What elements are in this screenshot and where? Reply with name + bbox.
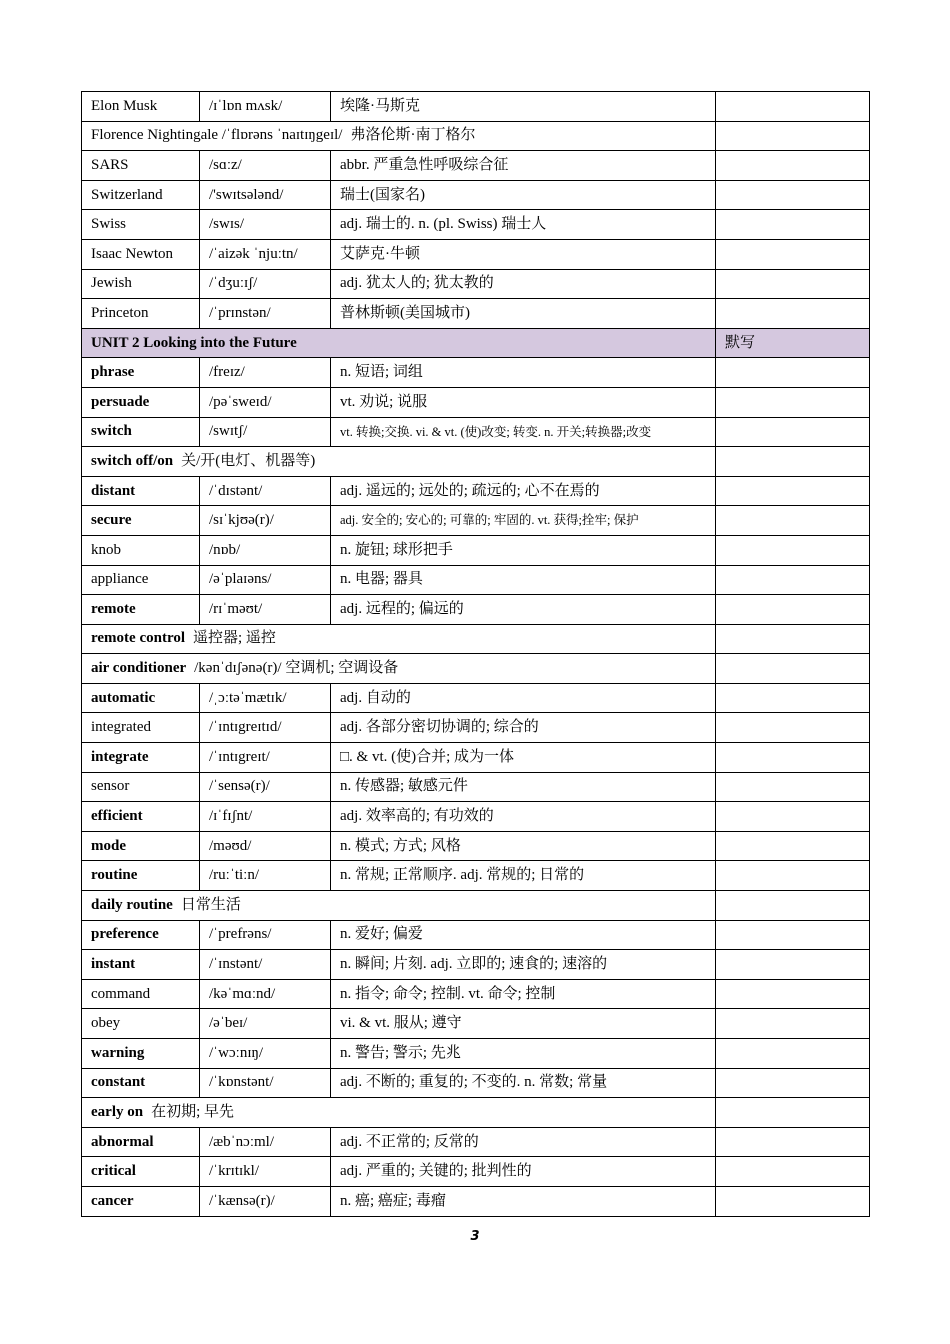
word-cell: SARS xyxy=(82,151,200,181)
meaning-cell: 艾萨克·牛顿 xyxy=(331,239,716,269)
dictation-cell xyxy=(716,654,870,684)
word-cell: switch xyxy=(82,417,200,447)
dictation-cell xyxy=(716,387,870,417)
dictation-cell xyxy=(716,595,870,625)
dictation-cell xyxy=(716,1039,870,1069)
dictation-cell xyxy=(716,1127,870,1157)
word-row xyxy=(82,151,870,181)
dictation-cell xyxy=(716,831,870,861)
meaning-cell: n. 瞬间; 片刻. adj. 立即的; 速食的; 速溶的 xyxy=(331,950,716,980)
meaning-cell: adj. 远程的; 偏远的 xyxy=(331,595,716,625)
dictation-cell xyxy=(716,802,870,832)
word-cell: integrated xyxy=(82,713,200,743)
meaning-cell: n. 模式; 方式; 风格 xyxy=(331,831,716,861)
meaning-cell: adj. 各部分密切协调的; 综合的 xyxy=(331,713,716,743)
word-cell: persuade xyxy=(82,387,200,417)
dictation-cell xyxy=(716,920,870,950)
phonetic-cell: /əˈplaɪəns/ xyxy=(200,565,331,595)
word-row xyxy=(82,1009,870,1039)
dictation-cell xyxy=(716,1009,870,1039)
phonetic-cell: /nɒb/ xyxy=(200,535,331,565)
phrase-row xyxy=(82,1098,870,1128)
word-cell: constant xyxy=(82,1068,200,1098)
word-cell: obey xyxy=(82,1009,200,1039)
dictation-cell xyxy=(716,1157,870,1187)
word-cell: Elon Musk xyxy=(82,92,200,122)
word-row xyxy=(82,565,870,595)
phrase-cell xyxy=(82,654,716,684)
phrase-text: daily routine xyxy=(91,896,173,913)
word-row xyxy=(82,772,870,802)
word-row xyxy=(82,743,870,773)
phrase-cell xyxy=(82,121,716,151)
meaning-cell: 瑞士(国家名) xyxy=(331,180,716,210)
phonetic-cell: /ˈkrɪtɪkl/ xyxy=(200,1157,331,1187)
word-cell: abnormal xyxy=(82,1127,200,1157)
meaning-cell: n. 电器; 器具 xyxy=(331,565,716,595)
word-row xyxy=(82,299,870,329)
dictation-cell xyxy=(716,1098,870,1128)
word-row xyxy=(82,683,870,713)
dictation-cell xyxy=(716,269,870,299)
meaning-cell: n. 癌; 癌症; 毒瘤 xyxy=(331,1186,716,1216)
unit-title: UNIT 2 Looking into the Future xyxy=(82,328,716,358)
phonetic-cell: /sɑːz/ xyxy=(200,151,331,181)
dictation-cell xyxy=(716,121,870,151)
phrase-meaning: 弗洛伦斯·南丁格尔 xyxy=(350,127,476,144)
phonetic-cell: /'swɪtsələnd/ xyxy=(200,180,331,210)
word-row xyxy=(82,861,870,891)
word-row xyxy=(82,239,870,269)
phonetic-cell: /məʊd/ xyxy=(200,831,331,861)
phonetic-cell: /ˈɪntɪgreɪt/ xyxy=(200,743,331,773)
word-row xyxy=(82,1039,870,1069)
phrase-row xyxy=(82,891,870,921)
word-row xyxy=(82,180,870,210)
phrase-cell xyxy=(82,1098,716,1128)
phonetic-cell: /ɪˈfɪʃnt/ xyxy=(200,802,331,832)
phonetic-cell: /freɪz/ xyxy=(200,358,331,388)
phonetic-cell: /ˈkɒnstənt/ xyxy=(200,1068,331,1098)
phrase-cell xyxy=(82,447,716,477)
phrase-text: remote control xyxy=(91,630,185,647)
phonetic-cell: /ˈdɪstənt/ xyxy=(200,476,331,506)
dictation-cell xyxy=(716,891,870,921)
meaning-cell: n. 传感器; 敏感元件 xyxy=(331,772,716,802)
meaning-cell: n. 指令; 命令; 控制. vt. 命令; 控制 xyxy=(331,979,716,1009)
word-cell: integrate xyxy=(82,743,200,773)
meaning-cell: n. 爱好; 偏爱 xyxy=(331,920,716,950)
phonetic-cell: /sɪˈkjʊə(r)/ xyxy=(200,506,331,536)
dictation-cell xyxy=(716,743,870,773)
word-row xyxy=(82,1068,870,1098)
meaning-cell: adj. 遥远的; 远处的; 疏远的; 心不在焉的 xyxy=(331,476,716,506)
phrase-text: Florence Nightingale /ˈflɒrəns ˈnaɪtɪŋgeɪl/ xyxy=(91,127,343,144)
word-cell: Jewish xyxy=(82,269,200,299)
word-cell: sensor xyxy=(82,772,200,802)
meaning-cell: adj. 瑞士的. n. (pl. Swiss) 瑞士人 xyxy=(331,210,716,240)
phrase-cell xyxy=(82,891,716,921)
word-cell: routine xyxy=(82,861,200,891)
phrase-row xyxy=(82,654,870,684)
meaning-cell: n. 警告; 警示; 先兆 xyxy=(331,1039,716,1069)
phrase-row xyxy=(82,447,870,477)
word-row xyxy=(82,1186,870,1216)
word-row xyxy=(82,358,870,388)
phonetic-cell: /pəˈsweɪd/ xyxy=(200,387,331,417)
meaning-cell: n. 常规; 正常顺序. adj. 常规的; 日常的 xyxy=(331,861,716,891)
phonetic-cell: /əˈbeɪ/ xyxy=(200,1009,331,1039)
word-cell: efficient xyxy=(82,802,200,832)
word-cell: secure xyxy=(82,506,200,536)
meaning-cell: adj. 不断的; 重复的; 不变的. n. 常数; 常量 xyxy=(331,1068,716,1098)
dictation-cell xyxy=(716,417,870,447)
dictation-cell xyxy=(716,358,870,388)
meaning-cell: adj. 不正常的; 反常的 xyxy=(331,1127,716,1157)
word-cell: knob xyxy=(82,535,200,565)
word-row xyxy=(82,920,870,950)
dictation-cell xyxy=(716,950,870,980)
word-cell: mode xyxy=(82,831,200,861)
word-row xyxy=(82,802,870,832)
meaning-cell: adj. 效率高的; 有功效的 xyxy=(331,802,716,832)
word-cell: instant xyxy=(82,950,200,980)
phonetic-cell: /ˈwɔːnɪŋ/ xyxy=(200,1039,331,1069)
dictation-cell xyxy=(716,683,870,713)
meaning-cell: n. 短语; 词组 xyxy=(331,358,716,388)
dictation-cell xyxy=(716,535,870,565)
dictation-cell xyxy=(716,476,870,506)
phonetic-cell: /ˈɪnstənt/ xyxy=(200,950,331,980)
phrase-meaning: 遥控器; 遥控 xyxy=(193,630,276,647)
meaning-cell: vi. & vt. 服从; 遵守 xyxy=(331,1009,716,1039)
meaning-cell: abbr. 严重急性呼吸综合征 xyxy=(331,151,716,181)
word-cell: command xyxy=(82,979,200,1009)
dictation-cell xyxy=(716,447,870,477)
vocabulary-table-body xyxy=(82,92,870,1217)
meaning-cell: □. & vt. (使)合并; 成为一体 xyxy=(331,743,716,773)
word-cell: cancer xyxy=(82,1186,200,1216)
word-row xyxy=(82,950,870,980)
word-cell: Swiss xyxy=(82,210,200,240)
word-cell: preference xyxy=(82,920,200,950)
word-row xyxy=(82,831,870,861)
dictation-cell xyxy=(716,239,870,269)
word-cell: distant xyxy=(82,476,200,506)
dictation-cell xyxy=(716,180,870,210)
word-row xyxy=(82,535,870,565)
phonetic-cell: /ˈɪntɪgreɪtɪd/ xyxy=(200,713,331,743)
word-row xyxy=(82,476,870,506)
phrase-meaning: 在初期; 早先 xyxy=(151,1103,234,1120)
word-cell: remote xyxy=(82,595,200,625)
dictation-cell xyxy=(716,151,870,181)
phrase-text: switch off/on xyxy=(91,452,174,469)
dictation-cell xyxy=(716,1186,870,1216)
meaning-cell: n. 旋钮; 球形把手 xyxy=(331,535,716,565)
word-cell: automatic xyxy=(82,683,200,713)
phonetic-cell: /ɪˈlɒn mʌsk/ xyxy=(200,92,331,122)
word-row xyxy=(82,713,870,743)
phonetic-cell: /ˈprefrəns/ xyxy=(200,920,331,950)
word-cell: warning xyxy=(82,1039,200,1069)
dictation-cell xyxy=(716,861,870,891)
dictation-header: 默写 xyxy=(716,328,870,358)
phrase-meaning: 关/开(电灯、机器等) xyxy=(181,452,316,469)
dictation-cell xyxy=(716,713,870,743)
meaning-cell: adj. 自动的 xyxy=(331,683,716,713)
word-cell: Switzerland xyxy=(82,180,200,210)
phrase-row xyxy=(82,121,870,151)
phonetic-cell: /ˈdʒuːɪʃ/ xyxy=(200,269,331,299)
word-row xyxy=(82,92,870,122)
dictation-cell xyxy=(716,624,870,654)
unit-header-row xyxy=(82,328,870,358)
phonetic-cell: /æbˈnɔːml/ xyxy=(200,1127,331,1157)
word-row xyxy=(82,595,870,625)
phrase-meaning: 日常生活 xyxy=(180,896,241,913)
meaning-cell: vt. 转换;交换. vi. & vt. (使)改变; 转变. n. 开关;转换器;改变 xyxy=(331,417,716,447)
meaning-cell: adj. 犹太人的; 犹太教的 xyxy=(331,269,716,299)
vocabulary-table xyxy=(81,91,870,1217)
word-cell: critical xyxy=(82,1157,200,1187)
word-row xyxy=(82,417,870,447)
page-number: 3 xyxy=(470,1229,480,1244)
word-row xyxy=(82,387,870,417)
phonetic-cell: /ruːˈtiːn/ xyxy=(200,861,331,891)
phrase-text: air conditioner xyxy=(91,660,187,677)
phonetic-cell: /ˈaizək ˈnjuːtn/ xyxy=(200,239,331,269)
dictation-cell xyxy=(716,92,870,122)
word-row xyxy=(82,1157,870,1187)
meaning-cell: vt. 劝说; 说服 xyxy=(331,387,716,417)
dictation-cell xyxy=(716,1068,870,1098)
meaning-cell: adj. 严重的; 关键的; 批判性的 xyxy=(331,1157,716,1187)
phonetic-cell: /ˈsensə(r)/ xyxy=(200,772,331,802)
word-row xyxy=(82,506,870,536)
phrase-meaning: /kənˈdɪʃənə(r)/ 空调机; 空调设备 xyxy=(194,660,399,677)
word-row xyxy=(82,1127,870,1157)
dictation-cell xyxy=(716,299,870,329)
dictation-cell xyxy=(716,210,870,240)
phrase-text: early on xyxy=(91,1103,144,1120)
dictation-cell xyxy=(716,772,870,802)
phonetic-cell: /ˈkænsə(r)/ xyxy=(200,1186,331,1216)
word-row xyxy=(82,269,870,299)
dictation-cell xyxy=(716,565,870,595)
word-cell: phrase xyxy=(82,358,200,388)
meaning-cell: 埃隆·马斯克 xyxy=(331,92,716,122)
phrase-row xyxy=(82,624,870,654)
meaning-cell: adj. 安全的; 安心的; 可靠的; 牢固的. vt. 获得;拴牢; 保护 xyxy=(331,506,716,536)
word-cell: appliance xyxy=(82,565,200,595)
phonetic-cell: /swɪtʃ/ xyxy=(200,417,331,447)
phonetic-cell: /kəˈmɑːnd/ xyxy=(200,979,331,1009)
phonetic-cell: /rɪˈməʊt/ xyxy=(200,595,331,625)
phonetic-cell: /swɪs/ xyxy=(200,210,331,240)
word-row xyxy=(82,979,870,1009)
word-cell: Princeton xyxy=(82,299,200,329)
phonetic-cell: /ˈprɪnstən/ xyxy=(200,299,331,329)
dictation-cell xyxy=(716,979,870,1009)
dictation-cell xyxy=(716,506,870,536)
word-row xyxy=(82,210,870,240)
phonetic-cell: /ˌɔːtəˈmætɪk/ xyxy=(200,683,331,713)
word-cell: Isaac Newton xyxy=(82,239,200,269)
phrase-cell xyxy=(82,624,716,654)
meaning-cell: 普林斯顿(美国城市) xyxy=(331,299,716,329)
